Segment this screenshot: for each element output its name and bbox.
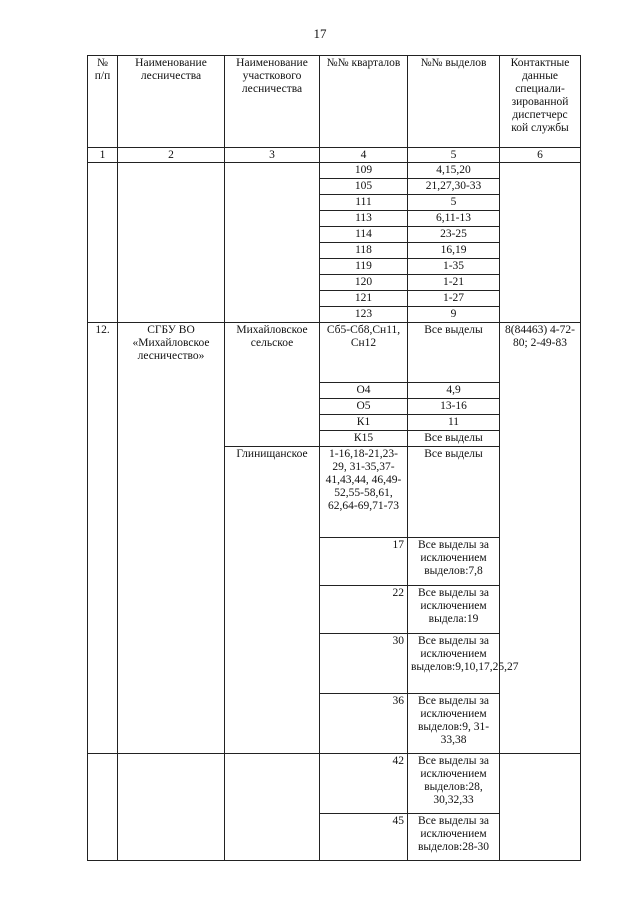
page-number: 17 (313, 26, 327, 41)
allotment-cell: 1-35 (408, 259, 500, 275)
header-number: № п/п (88, 56, 118, 148)
column-index-row (88, 148, 581, 163)
allotment-cell: Все выделы за исключением выделов:28-30 (408, 814, 500, 861)
quarter-cell: 114 (320, 227, 408, 243)
allotment-cell: Все выделы за исключением выделов:9, 31-33,38 (408, 694, 500, 754)
quarter-cell: 109 (320, 163, 408, 179)
quarter-cell: 113 (320, 211, 408, 227)
allotment-cell: Все выделы (408, 323, 500, 383)
quarter-cell: 105 (320, 179, 408, 195)
district-forestry-name: Глинищанское (225, 447, 320, 754)
allotment-cell: 6,11-13 (408, 211, 500, 227)
quarter-cell: Сб5-Сб8,Сн11, Сн12 (320, 323, 408, 383)
quarter-cell: 111 (320, 195, 408, 211)
quarter-cell: 118 (320, 243, 408, 259)
allotment-cell: 21,27,30-33 (408, 179, 500, 195)
allotment-cell: 23-25 (408, 227, 500, 243)
quarter-cell: 120 (320, 275, 408, 291)
quarter-cell: 42 (320, 754, 408, 814)
quarter-cell: 17 (320, 538, 408, 586)
allotment-cell: 4,15,20 (408, 163, 500, 179)
allotment-cell: 11 (408, 415, 500, 431)
empty-cell (118, 754, 225, 861)
allotment-cell: 16,19 (408, 243, 500, 259)
quarter-cell: 22 (320, 586, 408, 634)
empty-cell (88, 754, 118, 861)
allotment-cell: 9 (408, 307, 500, 323)
header-row (88, 56, 581, 148)
header-allotments: №№ выделов (408, 56, 500, 148)
allotment-cell: Все выделы (408, 431, 500, 447)
allotment-cell: 1-27 (408, 291, 500, 307)
index-cell: 5 (408, 148, 500, 163)
allotment-cell: 13-16 (408, 399, 500, 415)
index-cell: 3 (225, 148, 320, 163)
forestry-name: СГБУ ВО «Михайловское лесничество» (118, 323, 225, 754)
allotment-cell: 4,9 (408, 383, 500, 399)
empty-cell (500, 163, 581, 323)
allotment-cell: Все выделы за исключением выделов:28, 30,32,33 (408, 754, 500, 814)
quarter-cell: О5 (320, 399, 408, 415)
quarter-cell: 123 (320, 307, 408, 323)
empty-cell (500, 754, 581, 861)
index-cell: 2 (118, 148, 225, 163)
empty-cell (118, 163, 225, 323)
quarter-cell: 119 (320, 259, 408, 275)
entry-number: 12. (88, 323, 118, 754)
allotment-cell: Все выделы (408, 447, 500, 538)
table-row (88, 323, 581, 383)
quarter-cell: 45 (320, 814, 408, 861)
header-district-forestry: Наименование участкового лесничества (225, 56, 320, 148)
empty-cell (225, 754, 320, 861)
allotment-cell: 1-21 (408, 275, 500, 291)
quarter-cell: 36 (320, 694, 408, 754)
table-row (88, 754, 581, 814)
empty-cell (225, 163, 320, 323)
allotment-cell: Все выделы за исключением выделов:7,8 (408, 538, 500, 586)
header-contacts: Контактные данные специали-зированной диспетчерс кой службы (500, 56, 581, 148)
allotment-cell: Все выделы за исключением выдела:19 (408, 586, 500, 634)
index-cell: 4 (320, 148, 408, 163)
table-row (88, 163, 581, 179)
quarter-cell: 30 (320, 634, 408, 694)
allotment-cell: 5 (408, 195, 500, 211)
empty-cell (88, 163, 118, 323)
quarter-cell: К15 (320, 431, 408, 447)
allotment-cell: Все выделы за исключением выделов:9,10,17,25,27 (408, 634, 500, 694)
header-forestry: Наименование лесничества (118, 56, 225, 148)
index-cell: 6 (500, 148, 581, 163)
quarter-cell: 121 (320, 291, 408, 307)
quarter-cell: О4 (320, 383, 408, 399)
contact-cell: 8(84463) 4-72-80; 2-49-83 (500, 323, 581, 754)
district-forestry-name: Михайловское сельское (225, 323, 320, 447)
forestry-table (87, 55, 581, 861)
header-quarters: №№ кварталов (320, 56, 408, 148)
quarter-cell: К1 (320, 415, 408, 431)
index-cell: 1 (88, 148, 118, 163)
quarter-cell: 1-16,18-21,23-29, 31-35,37-41,43,44, 46,49-52,55-58,61, 62,64-69,71-73 (320, 447, 408, 538)
